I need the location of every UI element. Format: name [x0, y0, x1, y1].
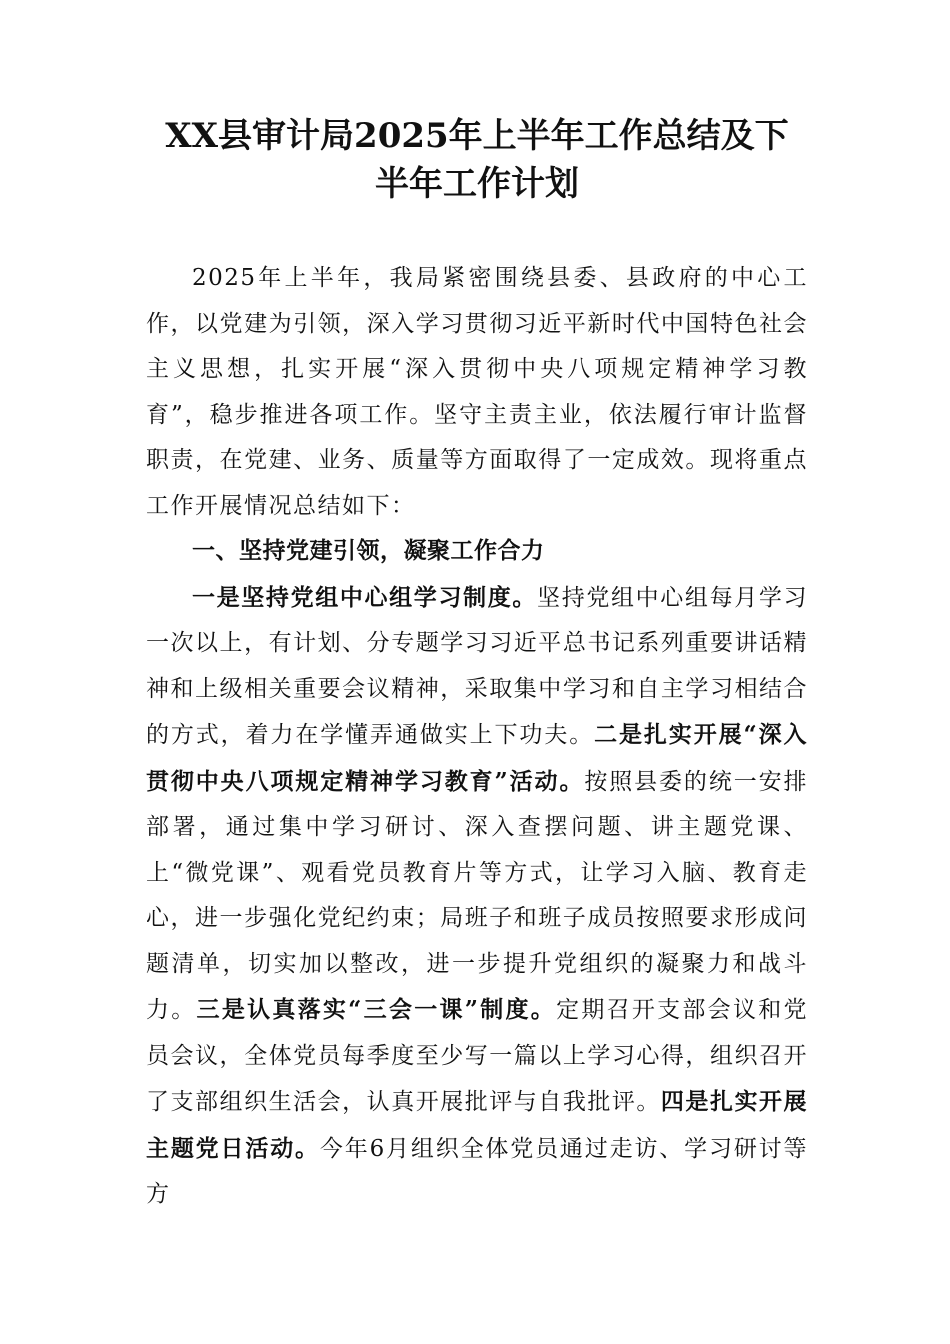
point-2-text: 按照县委的统一安排部署，通过集中学习研讨、深入查摆问题、讲主题党课、上“微党课”、观看党员教育片等方式，让学习入脑、教育走心，进一步强化党纪约束；局班子和班子成员按照要求形成问题清单，切实加以整改，进一步提升党组织的凝聚力和战斗力。: [146, 768, 809, 1023]
document-page: [146, 112, 808, 1218]
section-1-paragraph: [146, 575, 808, 1218]
point-4-text: 今年6月组织全体党员通过走访、学习研讨等方: [146, 1135, 808, 1207]
document-title: [146, 112, 808, 208]
point-1-text: 坚持党组中心组每月学习一次以上，有计划、分专题学习习近平总书记系列重要讲话精神和上级相关重要会议精神，采取集中学习和自主学习相结合的方式，着力在学懂弄通做实上下功夫。: [146, 584, 809, 748]
point-2-lead: 二是扎实开展“深入贯彻中央八项规定精神学习教育”活动。: [146, 721, 808, 795]
point-3-text: 定期召开支部会议和党员会议，全体党员每季度至少写一篇以上学习心得，组织召开了支部组织生活会，认真开展批评与自我批评。: [146, 997, 808, 1115]
section-1-heading: 一、坚持党建引领，凝聚工作合力: [192, 538, 545, 564]
point-4-lead: 四是扎实开展主题党日活动。: [146, 1088, 809, 1162]
title-line-2: 半年工作计划: [375, 164, 579, 204]
point-1-lead: 一是坚持党组中心组学习制度。: [192, 583, 538, 611]
point-3-lead: 三是认真落实“三会一课”制度。: [196, 996, 557, 1023]
document-body: [146, 256, 808, 1218]
title-line-1: XX县审计局2025年上半年工作总结及下: [165, 116, 789, 156]
intro-paragraph: 2025年上半年，我局紧密围绕县委、县政府的中心工作，以党建为引领，深入学习贯彻习近平新时代中国特色社会主义思想，扎实开展“深入贯彻中央八项规定精神学习教育”，稳步推进各项工作。坚守主责主业，依法履行审计监督职责，在党建、业务、质量等方面取得了一定成效。现将重点工作开展情况总结如下：: [146, 265, 808, 519]
